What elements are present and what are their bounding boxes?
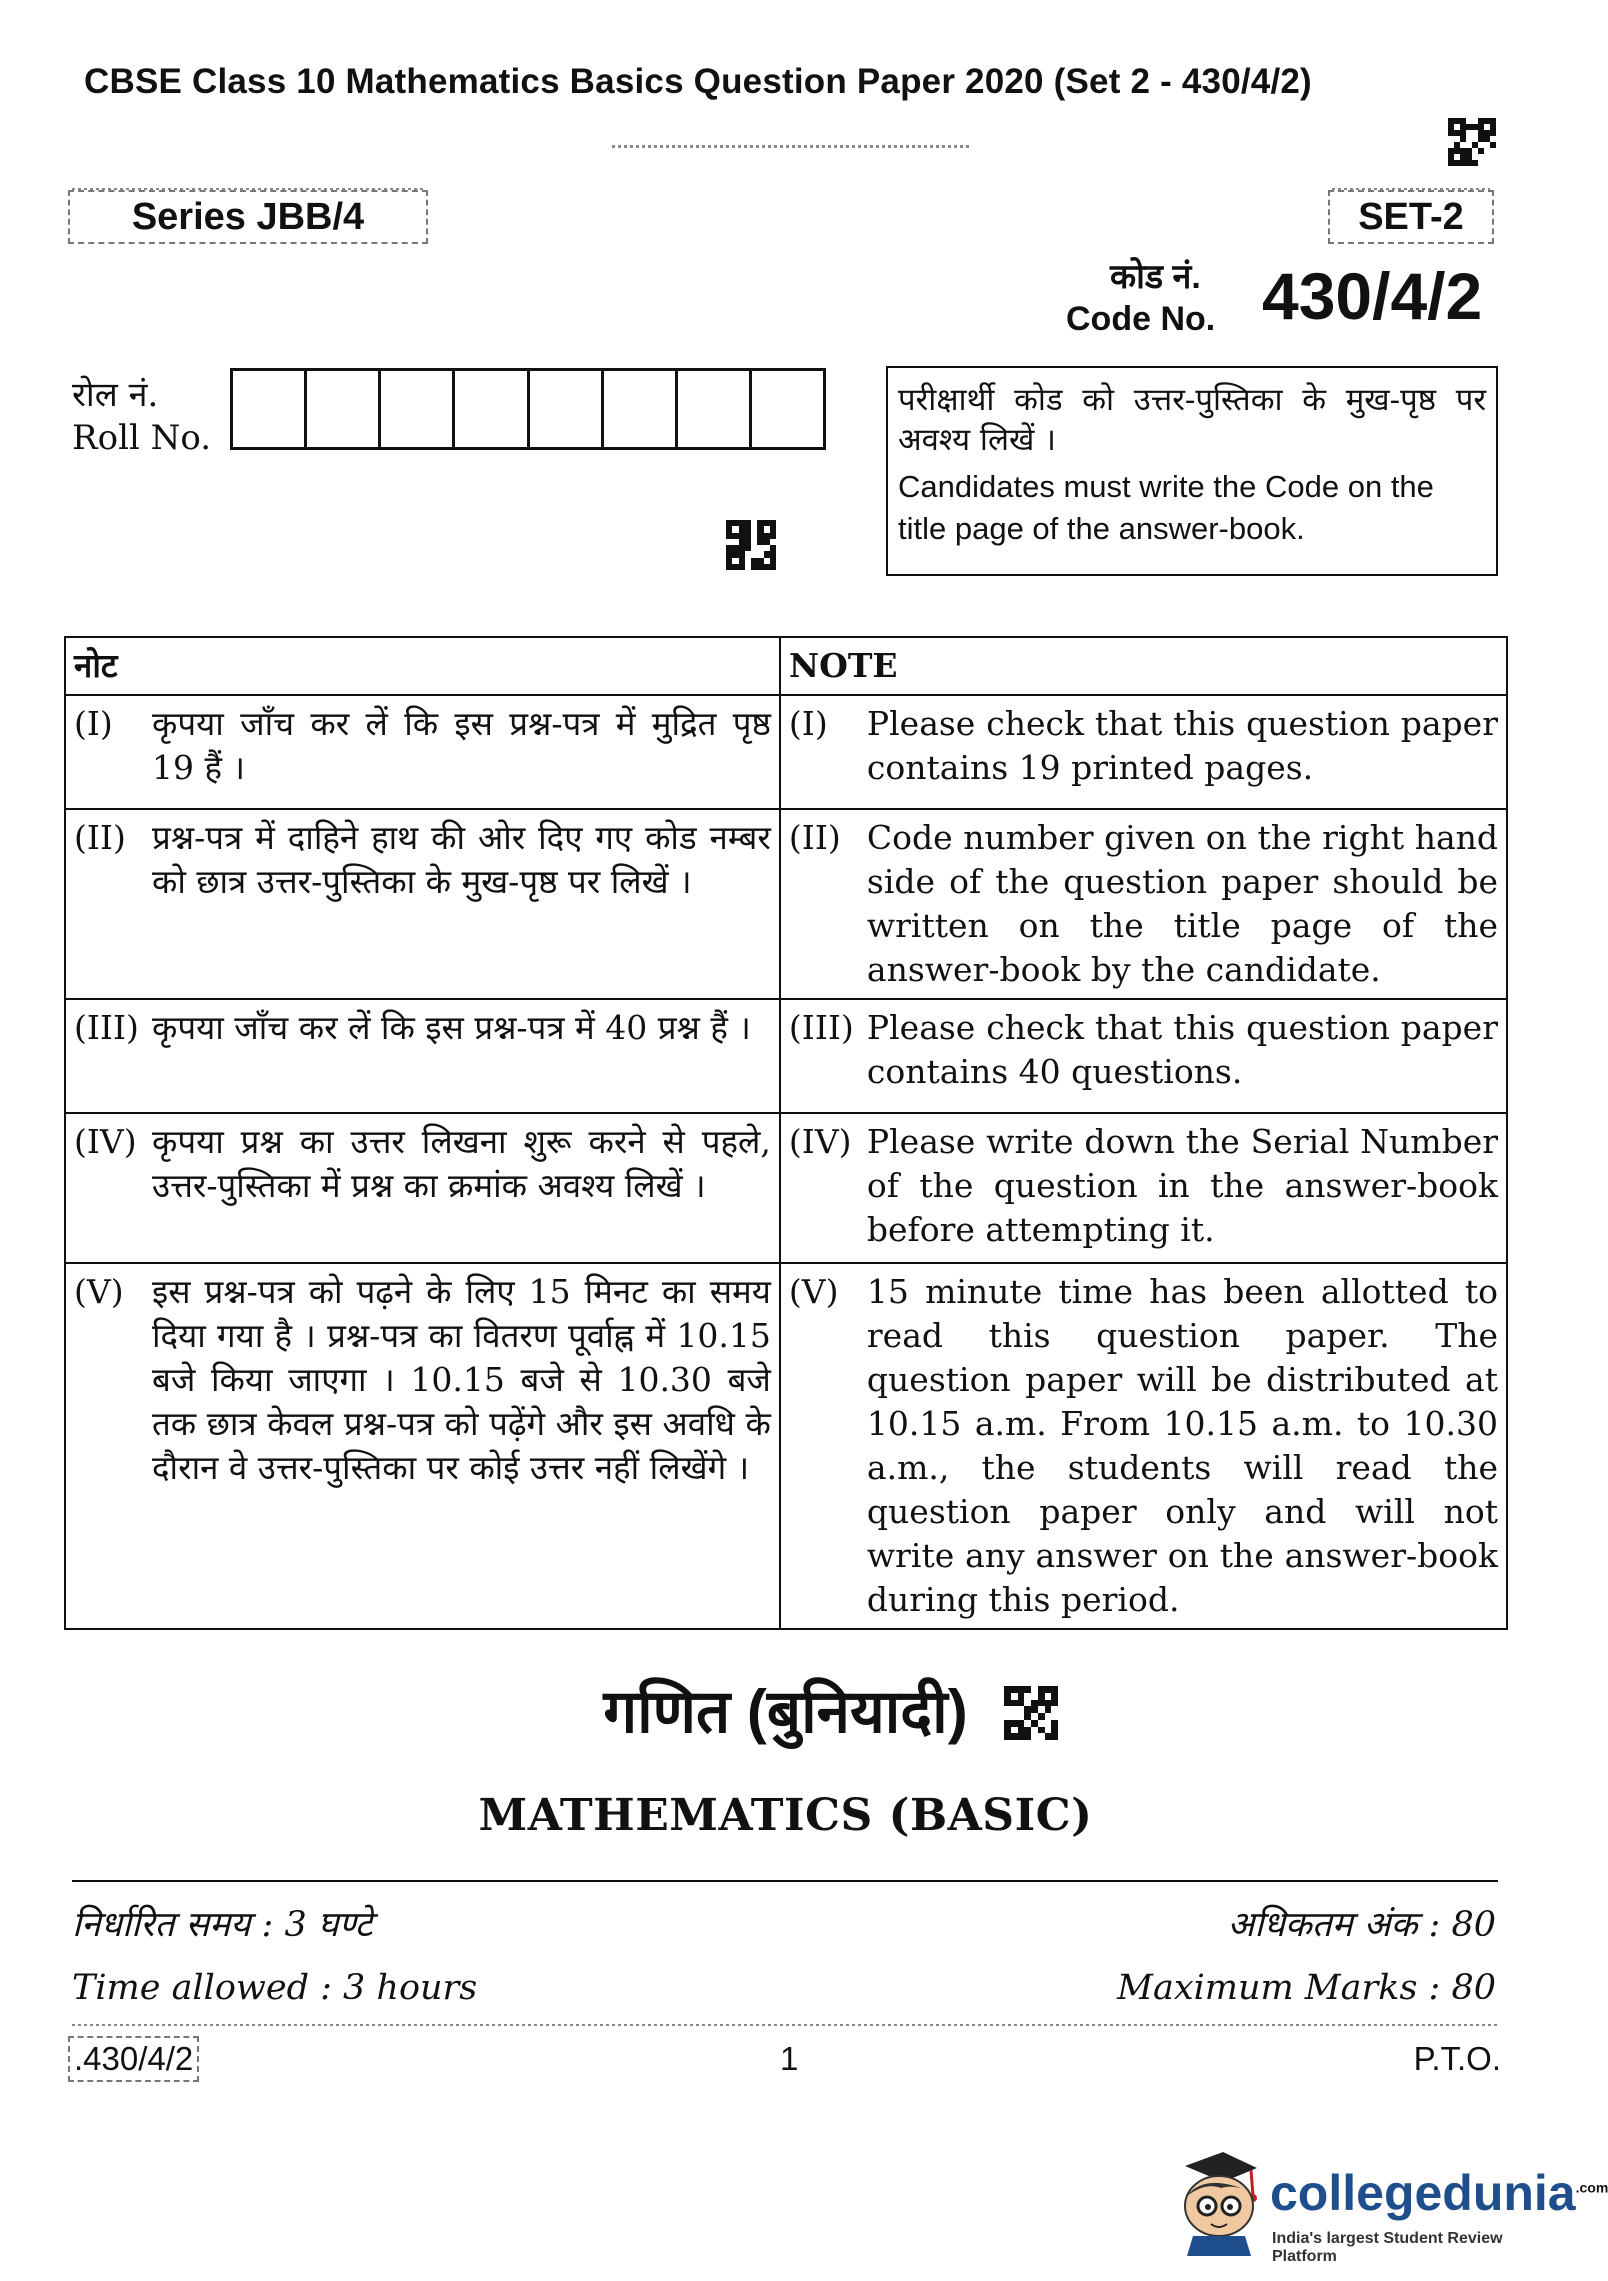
notes-header-row xyxy=(65,637,1507,695)
roll-number-cell[interactable] xyxy=(678,371,752,447)
footer-code: .430/4/2 xyxy=(68,2036,199,2082)
subject-title-english: MATHEMATICS (BASIC) xyxy=(478,1790,1093,1841)
roll-number-boxes[interactable] xyxy=(230,368,826,450)
mascot-logo-icon xyxy=(1165,2148,1265,2258)
subject-title-hindi: गणित (बुनियादी) xyxy=(603,1678,968,1745)
note-number: (II) xyxy=(788,818,841,857)
note-text-english: Code number given on the right hand side of the question paper should be written on the title page of the answer-book by the candidate. xyxy=(866,818,1498,989)
code-label-english: Code No. xyxy=(1066,300,1216,338)
roll-number-cell[interactable] xyxy=(530,371,604,447)
note-row xyxy=(65,1113,1507,1263)
note-text-english: Please check that this question paper contains 19 printed pages. xyxy=(866,704,1498,787)
note-row xyxy=(65,809,1507,999)
note-row xyxy=(65,1263,1507,1629)
note-number: (V) xyxy=(74,1272,124,1311)
micro-text-line xyxy=(72,188,424,190)
note-text-hindi: कृपया प्रश्न का उत्तर लिखना शुरू करने से पहले, उत्तर-पुस्तिका में प्रश्न का क्रमांक अवश्य लिखें । xyxy=(152,1122,771,1205)
micro-text-line xyxy=(72,2024,1498,2026)
note-header-english: NOTE xyxy=(780,637,1507,695)
roll-number-cell[interactable] xyxy=(752,371,823,447)
code-label-hindi: कोड नं. xyxy=(1110,258,1201,296)
set-label: SET-2 xyxy=(1328,190,1494,244)
candidate-instruction-hindi: परीक्षार्थी कोड को उत्तर-पुस्तिका के मुख-पृष्ठ पर अवश्य लिखें । xyxy=(898,382,1486,458)
qr-code-icon xyxy=(726,520,776,570)
time-allowed-english: Time allowed : 3 hours xyxy=(72,1968,478,2008)
time-allowed-hindi: निर्धारित समय : 3 घण्टे xyxy=(72,1905,373,1945)
divider xyxy=(72,1880,1498,1882)
qr-code-icon xyxy=(1448,118,1496,166)
note-number: (III) xyxy=(788,1008,854,1047)
note-number: (III) xyxy=(74,1008,139,1047)
note-text-hindi: कृपया जाँच कर लें कि इस प्रश्न-पत्र में 40 प्रश्न हैं । xyxy=(152,1008,751,1047)
qr-code-icon xyxy=(1004,1686,1058,1740)
logo-brand-name: collegedunia xyxy=(1270,2165,1576,2221)
micro-text-line xyxy=(1332,188,1490,190)
note-number: (IV) xyxy=(788,1122,852,1161)
roll-number-cell[interactable] xyxy=(307,371,381,447)
micro-text-line xyxy=(612,145,972,148)
page-number: 1 xyxy=(780,2040,799,2077)
note-text-hindi: कृपया जाँच कर लें कि इस प्रश्न-पत्र में मुद्रित पृष्ठ 19 हैं । xyxy=(152,704,771,787)
notes-table xyxy=(64,636,1508,1630)
roll-label-hindi: रोल नं. xyxy=(72,375,159,415)
code-number: 430/4/2 xyxy=(1262,259,1483,333)
roll-number-cell[interactable] xyxy=(233,371,307,447)
note-row xyxy=(65,999,1507,1113)
note-number: (II) xyxy=(74,818,126,857)
document-title: CBSE Class 10 Mathematics Basics Question Paper 2020 (Set 2 - 430/4/2) xyxy=(84,62,1312,101)
note-number: (I) xyxy=(788,704,828,743)
max-marks-hindi: अधिकतम अंक : 80 xyxy=(1227,1905,1496,1945)
logo-brand-suffix: .com xyxy=(1575,2179,1608,2196)
note-number: (IV) xyxy=(74,1122,137,1161)
note-row xyxy=(65,695,1507,809)
series-label: Series JBB/4 xyxy=(68,190,428,244)
candidate-instruction-box xyxy=(886,366,1498,576)
roll-number-cell[interactable] xyxy=(381,371,455,447)
logo-brand xyxy=(1270,2164,1608,2222)
roll-label-english: Roll No. xyxy=(72,418,212,458)
roll-number-cell[interactable] xyxy=(455,371,529,447)
note-header-hindi: नोट xyxy=(65,637,780,695)
candidate-instruction-english: Candidates must write the Code on the title page of the answer-book. xyxy=(898,469,1434,546)
note-text-hindi: इस प्रश्न-पत्र को पढ़ने के लिए 15 मिनट का समय दिया गया है । प्रश्न-पत्र का वितरण पूर्वाह्न में 10.15 बजे किया जाएगा । 10.15 बजे से 10.30 बजे तक छात्र केवल प्रश्न-पत्र को पढ़ेंगे और इस अवधि के दौरान वे उत्तर-पुस्तिका पर कोई उत्तर नहीं लिखेंगे । xyxy=(152,1272,771,1487)
pto-label: P.T.O. xyxy=(1413,2040,1501,2077)
note-text-english: Please write down the Serial Number of the question in the answer-book before attempting it. xyxy=(866,1122,1498,1249)
max-marks-english: Maximum Marks : 80 xyxy=(1117,1968,1496,2008)
note-text-english: 15 minute time has been allotted to read this question paper. The question paper will be distributed at 10.15 a.m. From 10.15 a.m. to 10.30 a.m., the students will read the question paper only and will not write any answer on the answer-book during this period. xyxy=(866,1272,1498,1619)
logo-tagline: India's largest Student Review Platform xyxy=(1272,2230,1503,2265)
note-number: (I) xyxy=(74,704,113,743)
note-number: (V) xyxy=(788,1272,839,1311)
note-text-english: Please check that this question paper contains 40 questions. xyxy=(866,1008,1498,1091)
roll-number-cell[interactable] xyxy=(604,371,678,447)
note-text-hindi: प्रश्न-पत्र में दाहिने हाथ की ओर दिए गए कोड नम्बर को छात्र उत्तर-पुस्तिका के मुख-पृष्ठ पर लिखें । xyxy=(152,818,771,901)
